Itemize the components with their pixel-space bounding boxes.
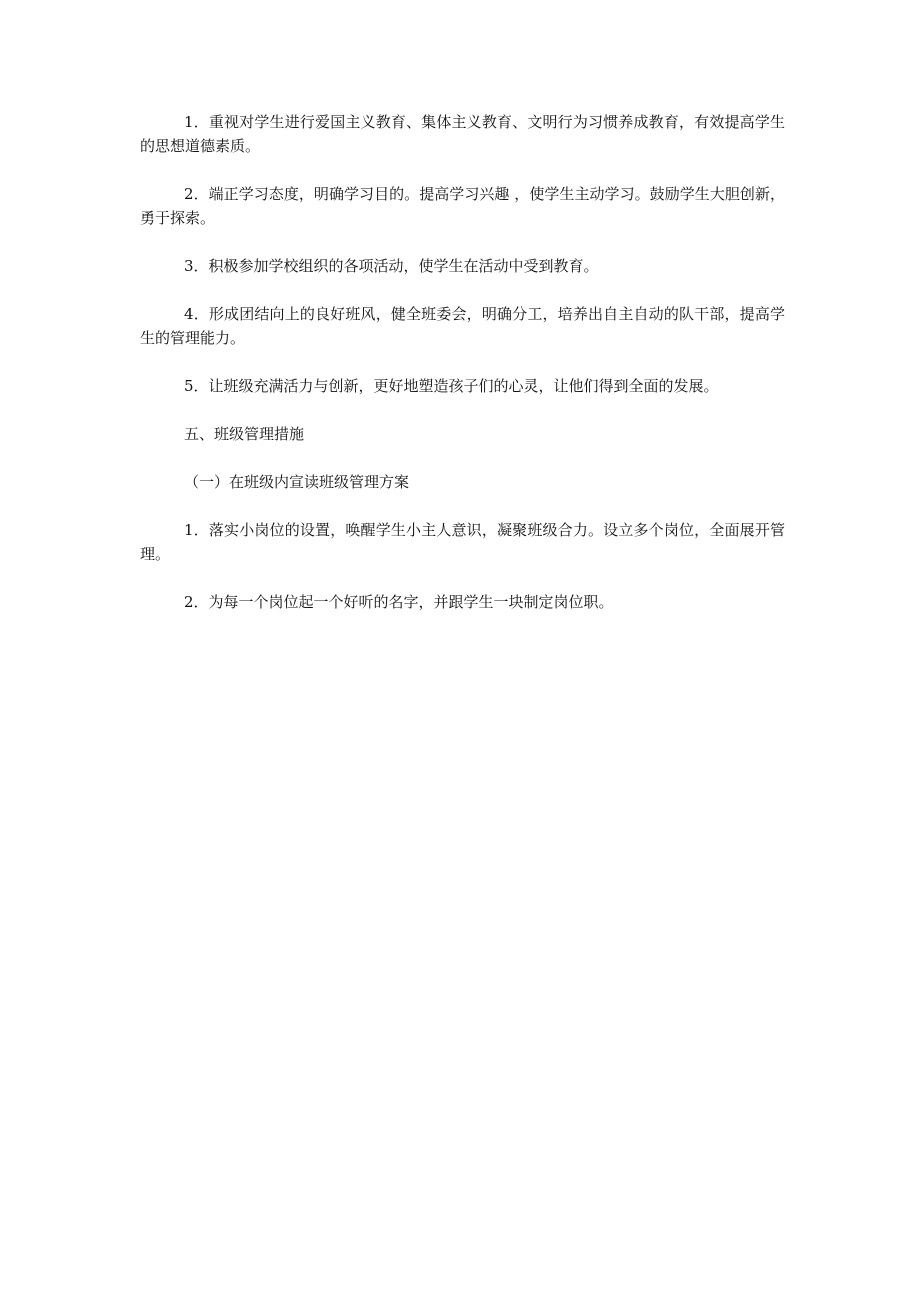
paragraph-goal-4: 4．形成团结向上的良好班风，健全班委会，明确分工，培养出自主自动的队干部，提高学生的管理能力。 — [140, 305, 785, 347]
document-body — [140, 110, 785, 638]
paragraph-measure-1: 1．落实小岗位的设置，唤醒学生小主人意识，凝聚班级合力。设立多个岗位，全面展开管理。 — [140, 521, 785, 563]
paragraph-goal-3: 3．积极参加学校组织的各项活动，使学生在活动中受到教育。 — [184, 257, 599, 275]
paragraph-goal-5: 5．让班级充满活力与创新，更好地塑造孩子们的心灵，让他们得到全面的发展。 — [184, 377, 719, 395]
subsection-heading: （一）在班级内宣读班级管理方案 — [184, 473, 410, 491]
paragraph-goal-2: 2．端正学习态度，明确学习目的。提高学习兴趣 ，使学生主动学习。鼓励学生大胆创新，勇于探索。 — [140, 185, 785, 227]
section-heading: 五、班级管理措施 — [184, 425, 305, 443]
paragraph-goal-1: 1．重视对学生进行爱国主义教育、集体主义教育、文明行为习惯养成教育，有效提高学生的思想道德素质。 — [140, 113, 785, 155]
paragraph-measure-2: 2．为每一个岗位起一个好听的名字，并跟学生一块制定岗位职。 — [184, 593, 614, 611]
